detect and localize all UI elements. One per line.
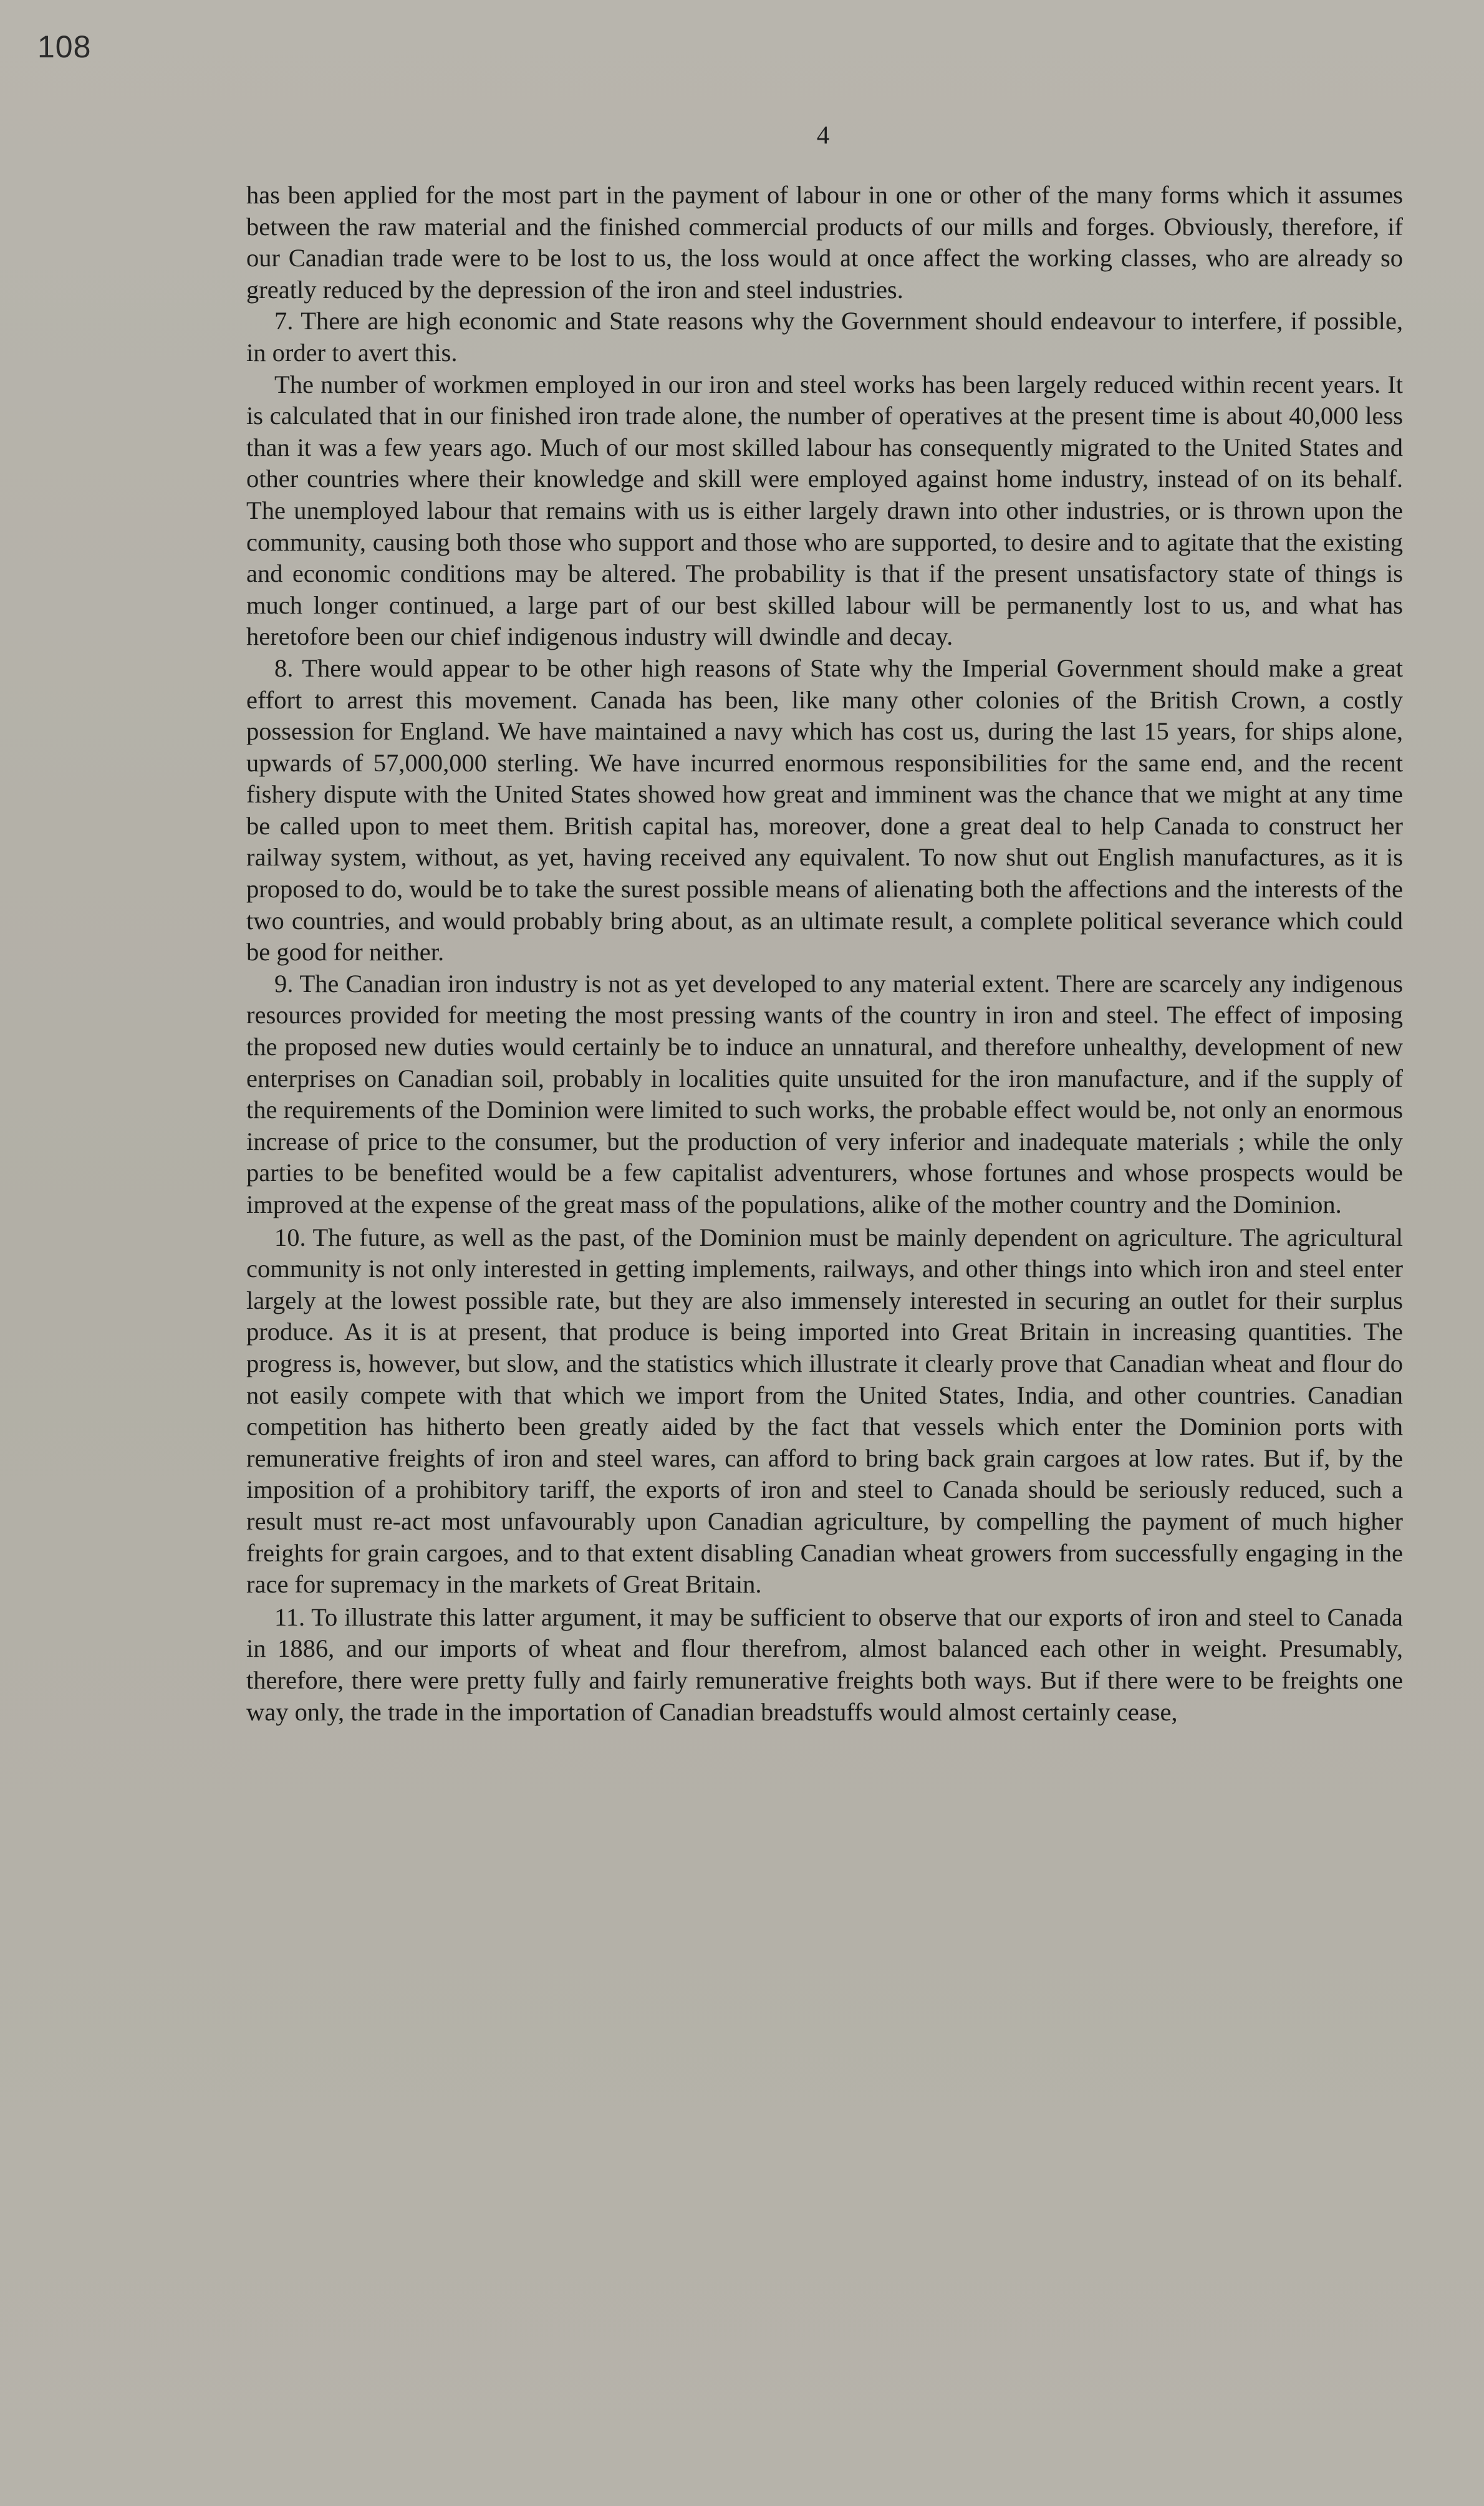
paragraph-9: 9. The Canadian iron industry is not as yet developed to any material extent. There are scarcely any indigenous resources provided for meeting the most pressing wants of the country in iron and steel. The effect of imposing the proposed new duties would certainly be to induce an unnatural, and therefore unhealthy, development of new enterprises on Canadian soil, probably in localities quite unsuited for the iron manufacture, and if the supply of the requirements of the Dominion were limited to such works, the probable effect would be, not only an enormous increase of price to the consumer, but the production of very inferior and inadequate materials ; while the only parties to be benefited would be a few capitalist adventurers, whose fortunes and whose prospects would be improved at the expense of the great mass of the populations, alike of the mother country and the Dominion. [246, 969, 1403, 1218]
paragraph-7: 7. There are high economic and State reasons why the Government should endeavour to interfere, if possible, in order to avert this. [246, 307, 1403, 367]
paragraph-8: 8. There would appear to be other high reasons of State why the Imperial Government should make a great effort to arrest this movement. Canada has been, like many other colonies of the British Crown, a costly possession for England. We have maintained a navy which has cost us, during the last 15 years, for ships alone, upwards of 57,000,000 sterling. We have incurred enormous responsibilities for the same end, and the recent fishery dispute with the United States showed how great and imminent was the chance that we might at any time be called upon to meet them. British capital has, moreover, done a great deal to help Canada to construct her railway system, without, as yet, having received any equivalent. To now shut out English manufactures, as it is proposed to do, would be to take the surest possible means of alienating both the affections and the interests of the two countries, and would probably bring about, as an ultimate result, a complete political severance which could be good for neither. [246, 653, 1403, 966]
document-page-number: 4 [816, 120, 830, 149]
body-text [246, 180, 1403, 1728]
paragraph-10: 10. The future, as well as the past, of the Dominion must be mainly dependent on agriculture. The agricultural community is not only interested in getting implements, railways, and other things into which iron and steel enter largely at the lowest possible rate, but they are also immensely interested in securing an outlet for their surplus produce. As it is at present, that produce is being imported into Great Britain in increasing quantities. The progress is, however, but slow, and the statistics which illustrate it clearly prove that Canadian wheat and flour do not easily compete with that which we import from the United States, India, and other countries. Canadian competition has hitherto been greatly aided by the fact that vessels which enter the Dominion ports with remunerative freights of iron and steel wares, can afford to bring back grain cargoes at low rates. But if, by the imposition of a prohibitory tariff, the exports of iron and steel to Canada should be seriously reduced, such a result must re-act most unfavourably upon Canadian agriculture, by compelling the payment of much higher freights for grain cargoes, and to that extent disabling Canadian wheat growers from successfully engaging in the race for supremacy in the markets of Great Britain. [246, 1223, 1403, 1599]
paragraph-continuation: has been applied for the most part in the payment of labour in one or other of the many forms which it assumes between the raw material and the finished commercial products of our mills and forges. Obviously, therefore, if our Canadian trade were to be lost to us, the loss would at once affect the working classes, who are already so greatly reduced by the depression of the iron and steel industries. [246, 181, 1403, 304]
archive-page-number: 108 [37, 29, 92, 64]
paragraph-11: 11. To illustrate this latter argument, it may be sufficient to observe that our exports of iron and steel to Canada in 1886, and our imports of wheat and flour therefrom, almost balanced each other in weight. Presumably, therefore, there were pretty fully and fairly remunerative freights both ways. But if there were to be freights one way only, the trade in the importation of Canadian breadstuffs would almost certainly cease, [246, 1602, 1403, 1726]
paragraph-workmen: The number of workmen employed in our iron and steel works has been largely reduced within recent years. It is calculated that in our finished iron trade alone, the number of operatives at the present time is about 40,000 less than it was a few years ago. Much of our most skilled labour has consequently migrated to the United States and other countries where their knowledge and skill were employed against home industry, instead of on its behalf. The unemployed labour that remains with us is either largely drawn into other industries, or is thrown upon the community, causing both those who support and those who are supported, to desire and to agitate that the existing and economic conditions may be altered. The probability is that if the present unsatisfactory state of things is much longer continued, a large part of our best skilled labour will be permanently lost to us, and what has heretofore been our chief indigenous industry will dwindle and decay. [246, 370, 1403, 651]
